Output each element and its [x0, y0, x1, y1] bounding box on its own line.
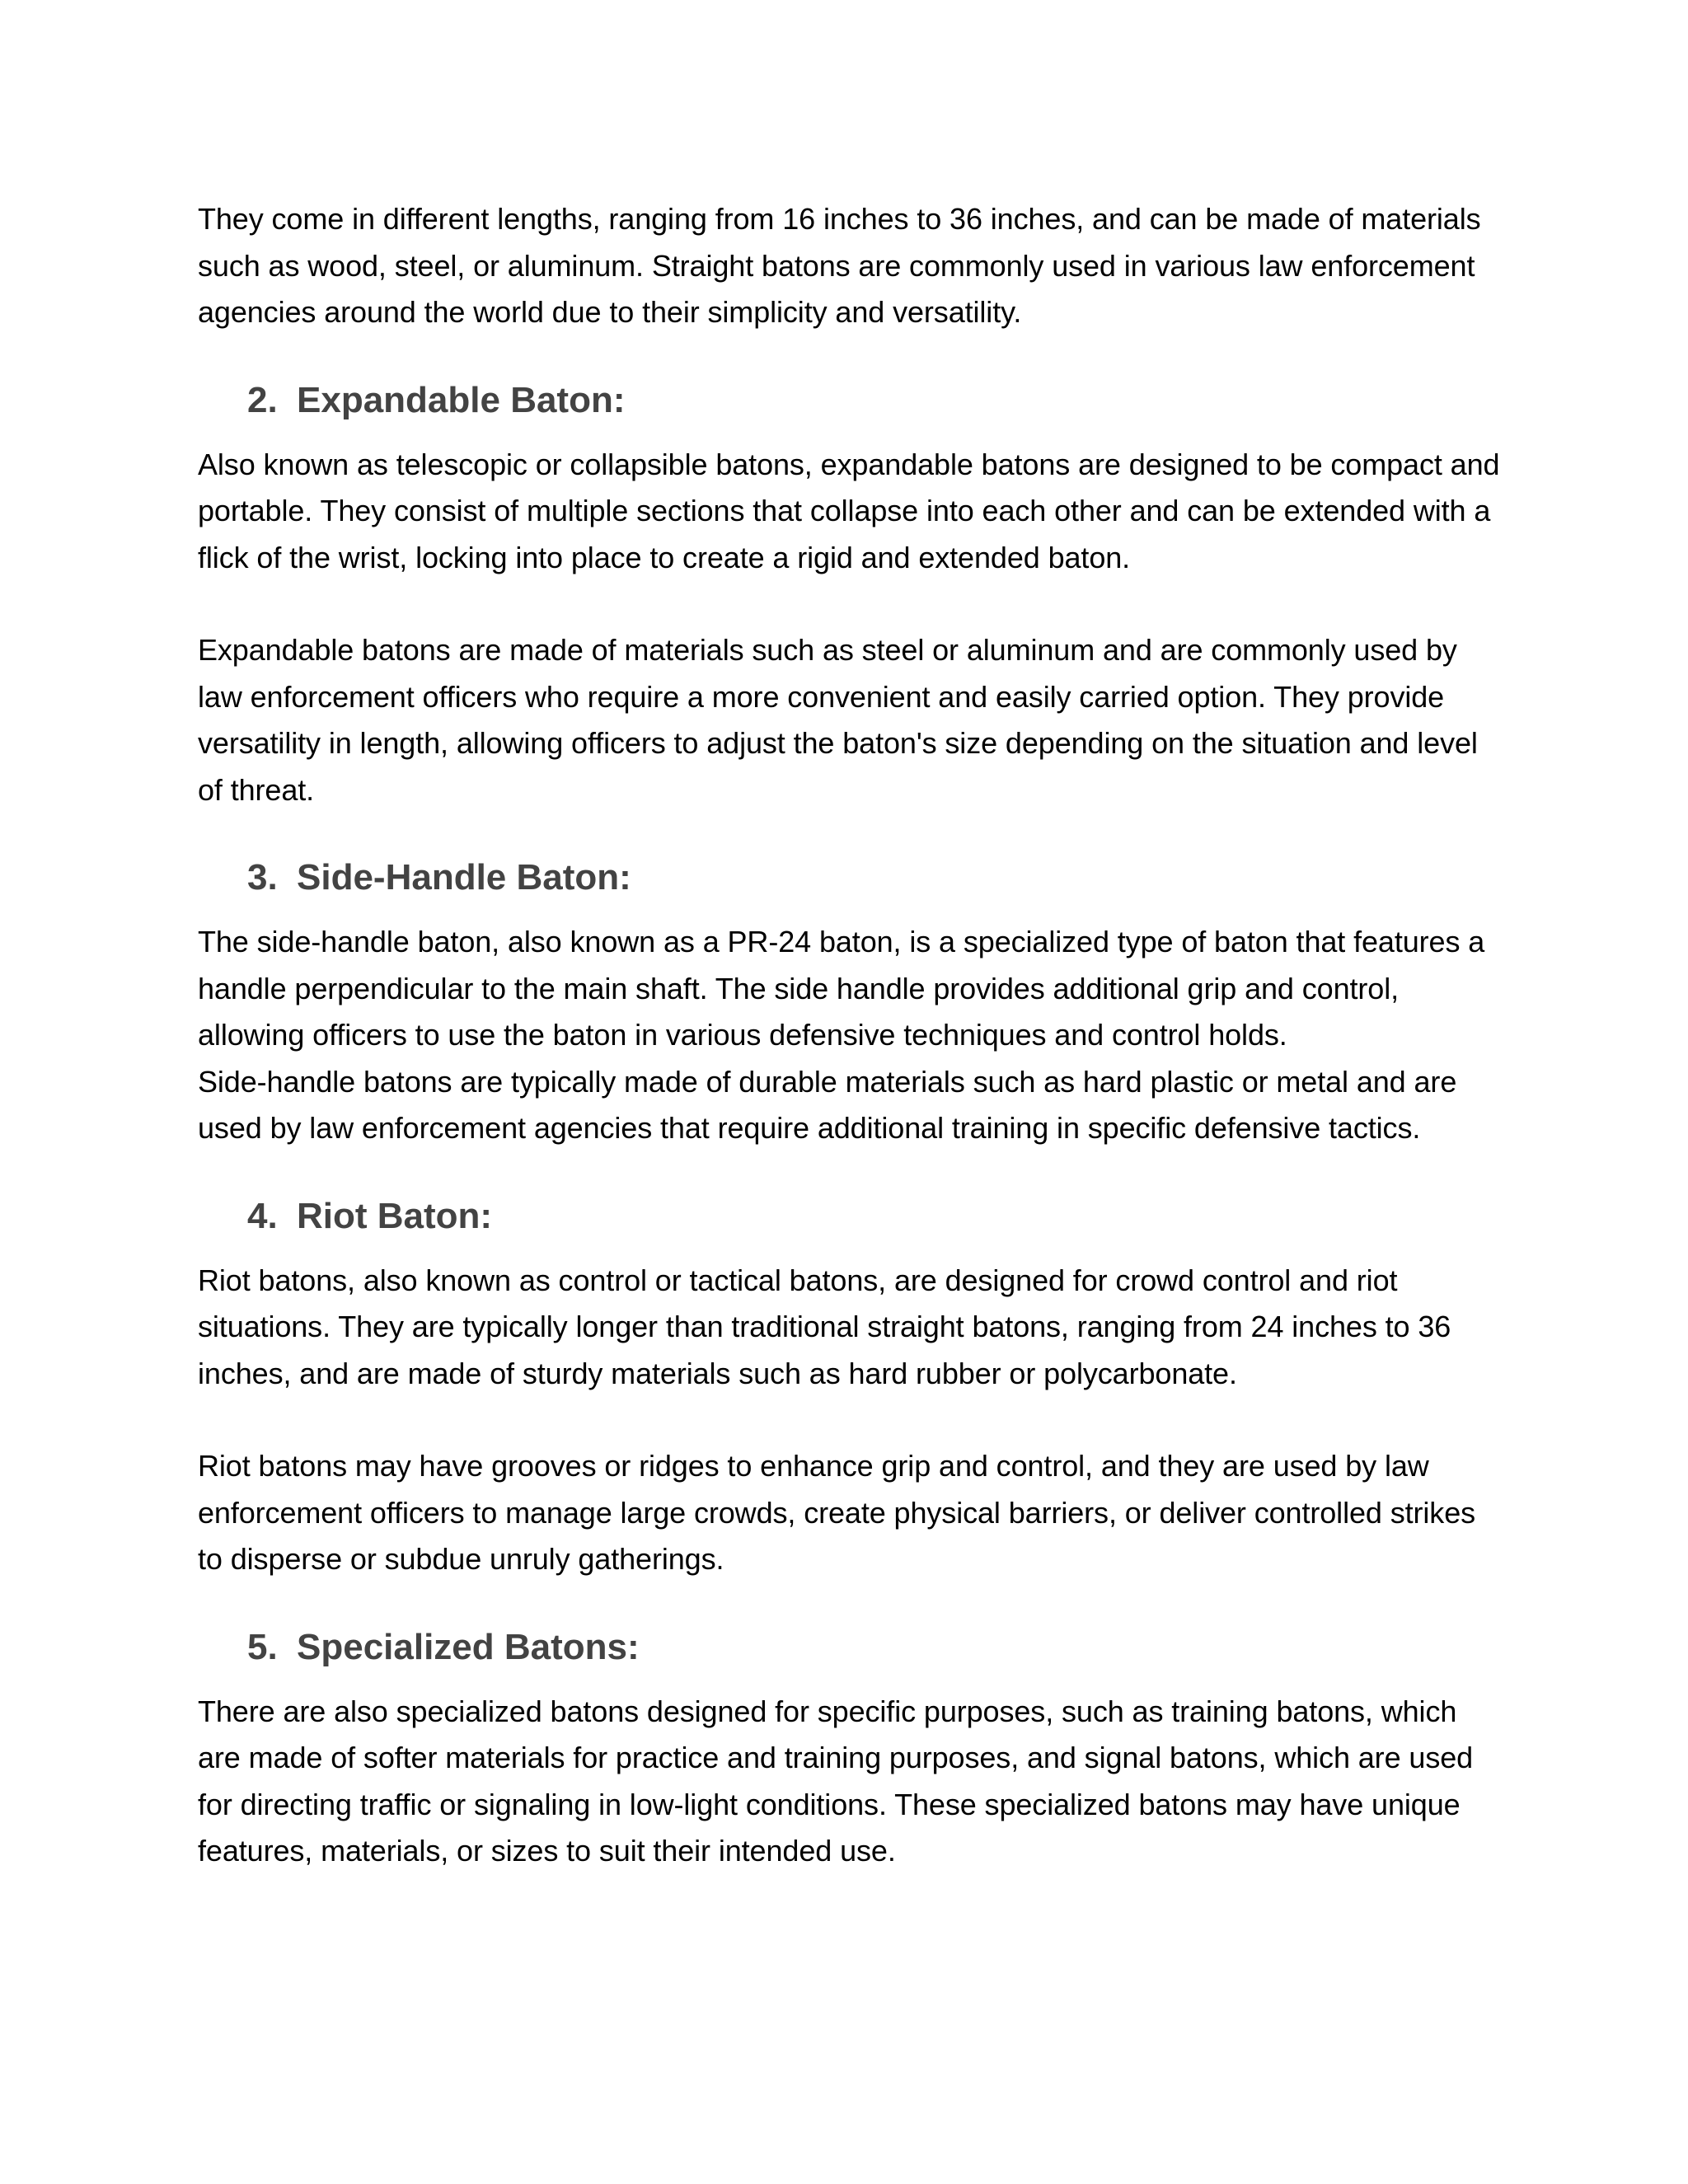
section-title: Specialized Batons:	[297, 1626, 640, 1667]
section-number: 4.	[247, 1195, 278, 1236]
side-handle-baton-paragraph-2: Side-handle batons are typically made of durable materials such as hard plastic or metal and are used by law enforcement agencies that require additional training in specific defensive tactics.	[198, 1064, 1457, 1145]
section-heading-specialized-batons	[198, 1624, 1500, 1671]
specialized-batons-paragraph-1: There are also specialized batons designed for specific purposes, such as training batons, which are made of softer materials for practice and training purposes, and signal batons, which are used for directing traffic or signaling in low-light conditions. These specialized batons may have unique features, materials, or sizes to suit their intended use.	[198, 1694, 1474, 1868]
section-title: Riot Baton:	[297, 1195, 493, 1236]
riot-baton-paragraph-1: Riot batons, also known as control or tactical batons, are designed for crowd control and riot situations. They are typically longer than traditional straight batons, ranging from 24 inches to 36 inches, and are made of sturdy materials such as hard rubber or polycarbonate.	[198, 1263, 1451, 1390]
expandable-baton-paragraph-1: Also known as telescopic or collapsible batons, expandable batons are designed to be compact and portable. They consist of multiple sections that collapse into each other and can be extended with a flick of the wrist, locking into place to create a rigid and extended baton.	[198, 447, 1500, 574]
section-heading-side-handle-baton	[198, 855, 1500, 901]
document-page	[198, 196, 1500, 1875]
section-number: 2.	[247, 379, 278, 420]
section-title: Side-Handle Baton:	[297, 857, 631, 898]
side-handle-baton-paragraph-1: The side-handle baton, also known as a PR-24 baton, is a specialized type of baton that features a handle perpendicular to the main shaft. The side handle provides additional grip and control, allowing officers to use the baton in various defensive techniques and control holds.	[198, 925, 1485, 1052]
riot-baton-paragraph-2: Riot batons may have grooves or ridges to enhance grip and control, and they are used by law enforcement officers to manage large crowds, create physical barriers, or deliver controlled strikes to disperse or subdue unruly gatherings.	[198, 1449, 1476, 1576]
section-heading-riot-baton	[198, 1193, 1500, 1240]
expandable-baton-paragraph-2: Expandable batons are made of materials such as steel or aluminum and are commonly used by law enforcement officers who require a more convenient and easily carried option. They provide versatility in length, allowing officers to adjust the baton's size depending on the situation and level of threat.	[198, 633, 1478, 807]
section-number: 5.	[247, 1626, 278, 1667]
section-title: Expandable Baton:	[297, 379, 626, 420]
intro-paragraph: They come in different lengths, ranging from 16 inches to 36 inches, and can be made of materials such as wood, steel, or aluminum. Straight batons are commonly used in various law enforcement agencies around the world due to their simplicity and versatility.	[198, 202, 1481, 329]
section-number: 3.	[247, 857, 278, 898]
section-heading-expandable-baton	[198, 377, 1500, 424]
